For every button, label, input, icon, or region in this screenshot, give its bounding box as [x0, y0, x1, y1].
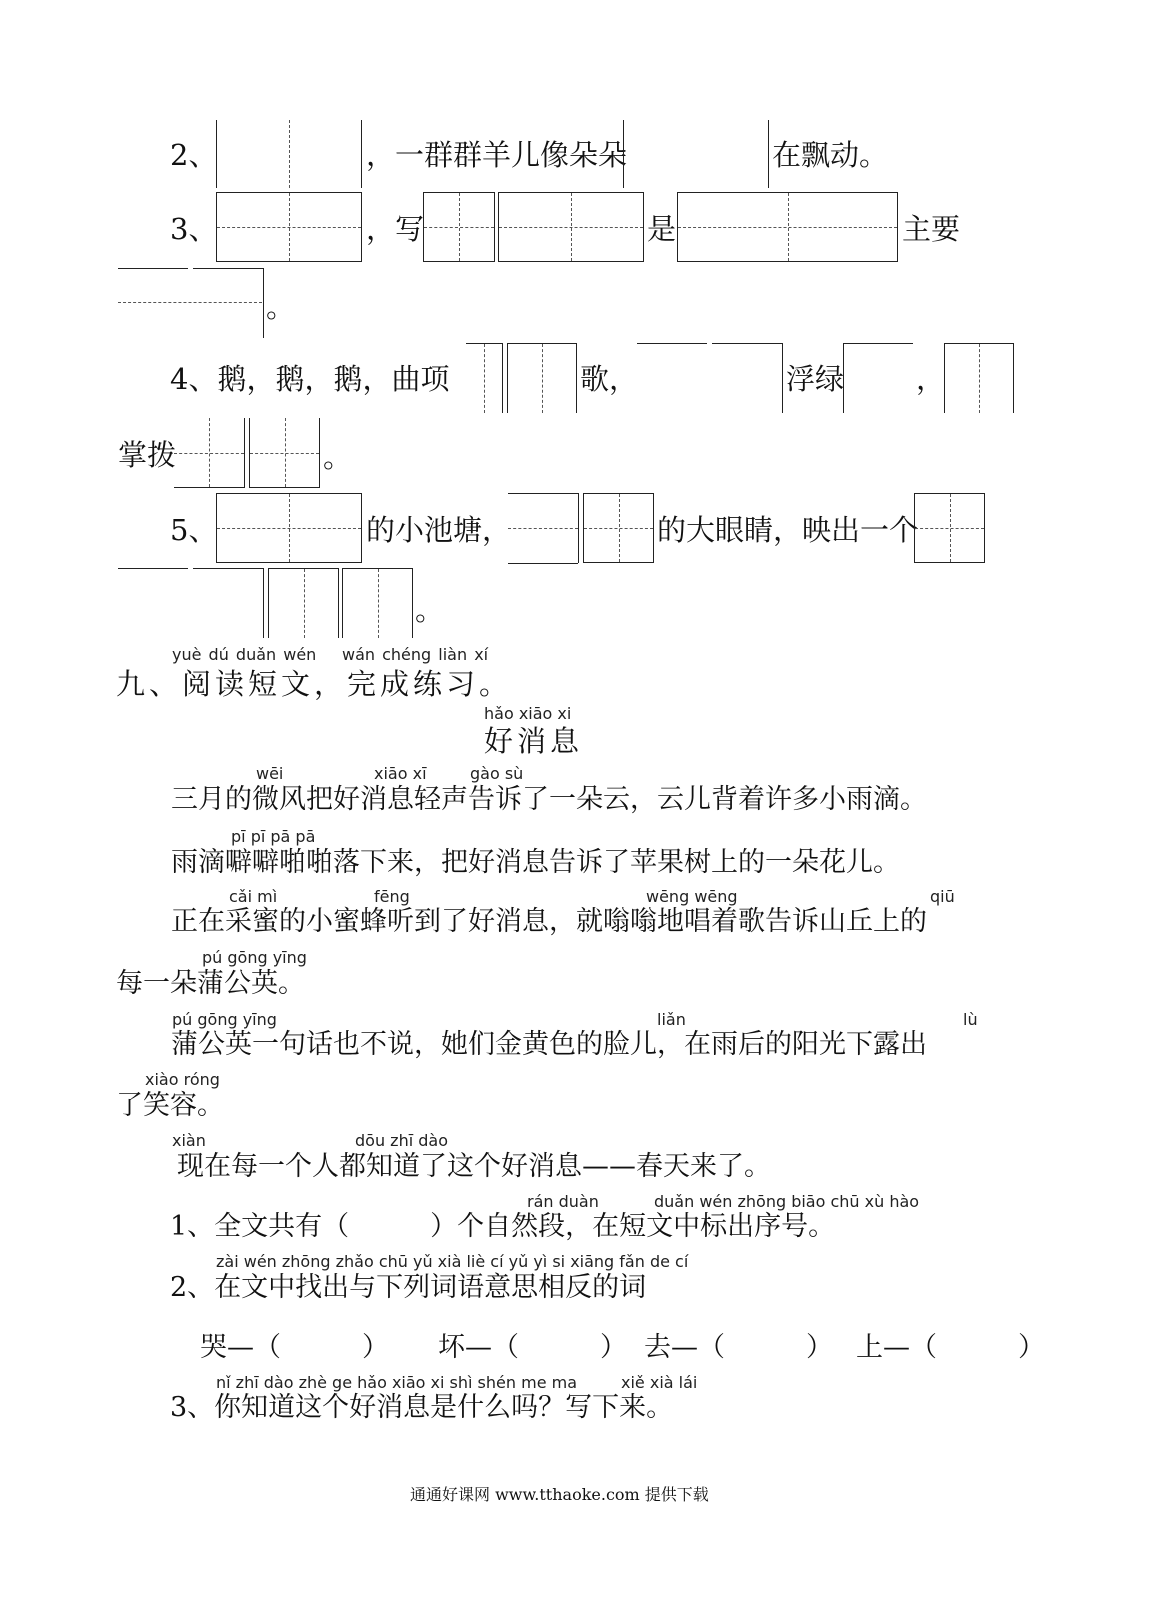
- p1-pinyin-3: gào sù: [470, 764, 524, 783]
- q3-pinyin-1: nǐ zhī dào zhè ge hǎo xiāo xi shì shén me ma: [216, 1373, 578, 1392]
- answer-box-5b-right: [578, 493, 579, 563]
- p5-pinyin-2: dōu zhī dào: [355, 1131, 448, 1150]
- answer-box-4d-top: [843, 343, 913, 344]
- q2-pinyin: zài wén zhōng zhǎo chū yǔ xià liè cí yǔ yì si xiāng fǎn de cí: [216, 1252, 689, 1271]
- section-9-pinyin-a: yuè dú duǎn wén: [172, 645, 317, 664]
- answer-box-5b-midline: [508, 528, 578, 529]
- p5-pinyin-1: xiàn: [172, 1131, 206, 1150]
- answer-box-3e-top-a: [118, 268, 188, 269]
- question-3: 3、你知道这个好消息是什么吗？写下来。: [170, 1392, 674, 1423]
- q1-pinyin-2: duǎn wén zhōng biāo chū xù hào: [654, 1192, 920, 1211]
- answer-box-2b-right: [768, 120, 769, 188]
- item-4-end: 。: [323, 440, 353, 474]
- story-title-pinyin: hǎo xiāo xi: [484, 704, 572, 723]
- p3b-pinyin-1: pú gōng yīng: [202, 948, 307, 967]
- item-4-text-d: ，: [916, 362, 946, 396]
- q2-item-1[interactable]: 哭—（ ）: [200, 1332, 389, 1363]
- story-title: 好消息: [484, 724, 584, 758]
- q2-item-4[interactable]: 上—（ ）: [856, 1332, 1045, 1363]
- question-2: 2、在文中找出与下列词语意思相反的词: [170, 1272, 647, 1303]
- answer-box-2b-left: [623, 120, 624, 188]
- item-2-number: 2、: [170, 138, 218, 172]
- item-4-text-c: 浮绿: [786, 362, 845, 396]
- answer-box-5b-bottom: [508, 563, 578, 564]
- p3-pinyin-3: wēng wēng: [646, 887, 738, 906]
- p4b-pinyin-1: xiào róng: [145, 1070, 220, 1089]
- answer-box-5e-top-b: [193, 568, 263, 569]
- answer-box-5f[interactable]: [268, 568, 339, 638]
- answer-box-4e[interactable]: [944, 343, 1014, 413]
- story-paragraph-4a: 蒲公英一句话也不说，她们金黄色的脸儿，在雨后的阳光下露出: [171, 1029, 927, 1060]
- answer-box-4c-right: [782, 343, 783, 413]
- story-paragraph-5: 现在每一个人都知道了这个好消息——春天来了。: [177, 1151, 771, 1182]
- story-paragraph-1: 三月的微风把好消息轻声告诉了一朵云，云儿背着许多小雨滴。: [171, 784, 927, 815]
- question-1: 1、全文共有（ ）个自然段，在短文中标出序号。: [170, 1211, 836, 1242]
- item-2-end: 在飘动。: [772, 138, 889, 172]
- answer-box-3e-top-b: [193, 268, 263, 269]
- p1-pinyin-1: wēi: [256, 764, 284, 783]
- q2-item-2[interactable]: 坏—（ ）: [438, 1332, 627, 1363]
- answer-box-4d-left: [843, 343, 844, 413]
- item-5-text-a: 的小池塘，: [366, 513, 512, 547]
- answer-box-3e-right: [263, 268, 264, 338]
- p4-pinyin-1: pú gōng yīng: [172, 1010, 277, 1029]
- answer-box-5e-top-a: [118, 568, 188, 569]
- answer-box-5g[interactable]: [342, 568, 413, 638]
- p2-pinyin-1: pī pī pā pā: [231, 827, 316, 846]
- item-4-text-e: 掌拨: [118, 438, 177, 472]
- footer-credit: 通通好课网 www.tthaoke.com 提供下载: [410, 1485, 709, 1504]
- story-paragraph-3b: 每一朵蒲公英。: [116, 968, 305, 999]
- section-9-pinyin-b: wán chéng liàn xí: [342, 645, 489, 664]
- answer-box-2a[interactable]: [216, 120, 362, 188]
- item-5-text-b: 的大眼睛，映出一个: [657, 513, 919, 547]
- answer-box-5a[interactable]: [216, 493, 362, 563]
- answer-box-4f[interactable]: [174, 418, 245, 488]
- answer-box-3e-midline: [118, 302, 262, 303]
- p4-pinyin-3: lù: [963, 1010, 978, 1029]
- item-3-number: 3、: [170, 212, 218, 246]
- item-3-text-a: ，写: [366, 212, 425, 246]
- answer-box-5b-top: [508, 493, 578, 494]
- answer-box-4c-top-a: [637, 343, 707, 344]
- q3-pinyin-2: xiě xià lái: [621, 1373, 698, 1392]
- answer-box-4g[interactable]: [249, 418, 320, 488]
- p3-pinyin-2: fēng: [374, 887, 410, 906]
- item-3-text-b: 是: [647, 212, 677, 246]
- p1-pinyin-2: xiāo xī: [374, 764, 427, 783]
- item-4-text-b: 歌，: [580, 362, 639, 396]
- p3-pinyin-1: cǎi mì: [229, 887, 278, 906]
- answer-box-4a[interactable]: [466, 343, 503, 413]
- answer-box-3c[interactable]: [498, 192, 644, 262]
- story-paragraph-4b: 了笑容。: [116, 1090, 224, 1121]
- answer-box-3b[interactable]: [423, 192, 495, 262]
- answer-box-5c[interactable]: [583, 493, 654, 563]
- item-5-number: 5、: [170, 513, 218, 547]
- item-4-text-a: 4、鹅，鹅，鹅，曲项: [170, 362, 450, 396]
- answer-box-3d[interactable]: [677, 192, 898, 262]
- q2-item-3[interactable]: 去—（ ）: [644, 1332, 833, 1363]
- answer-box-3a[interactable]: [216, 192, 362, 262]
- answer-box-4c-top-b: [712, 343, 782, 344]
- item-3-end: 。: [266, 290, 296, 324]
- answer-box-4b[interactable]: [507, 343, 577, 413]
- answer-box-5d[interactable]: [914, 493, 985, 563]
- answer-box-5e-right: [263, 568, 264, 638]
- story-paragraph-3a: 正在采蜜的小蜜蜂听到了好消息，就嗡嗡地唱着歌告诉山丘上的: [171, 906, 927, 937]
- p3-pinyin-4: qiū: [930, 887, 955, 906]
- item-5-end: 。: [415, 593, 445, 627]
- p4-pinyin-2: liǎn: [657, 1010, 686, 1029]
- q1-pinyin-1: rán duàn: [527, 1192, 599, 1211]
- story-paragraph-2: 雨滴噼噼啪啪落下来，把好消息告诉了苹果树上的一朵花儿。: [171, 847, 900, 878]
- item-2-text: ，一群群羊儿像朵朵: [366, 138, 628, 172]
- section-9-heading: 九、阅读短文，完成练习。: [116, 667, 513, 701]
- item-3-text-c: 主要: [902, 212, 961, 246]
